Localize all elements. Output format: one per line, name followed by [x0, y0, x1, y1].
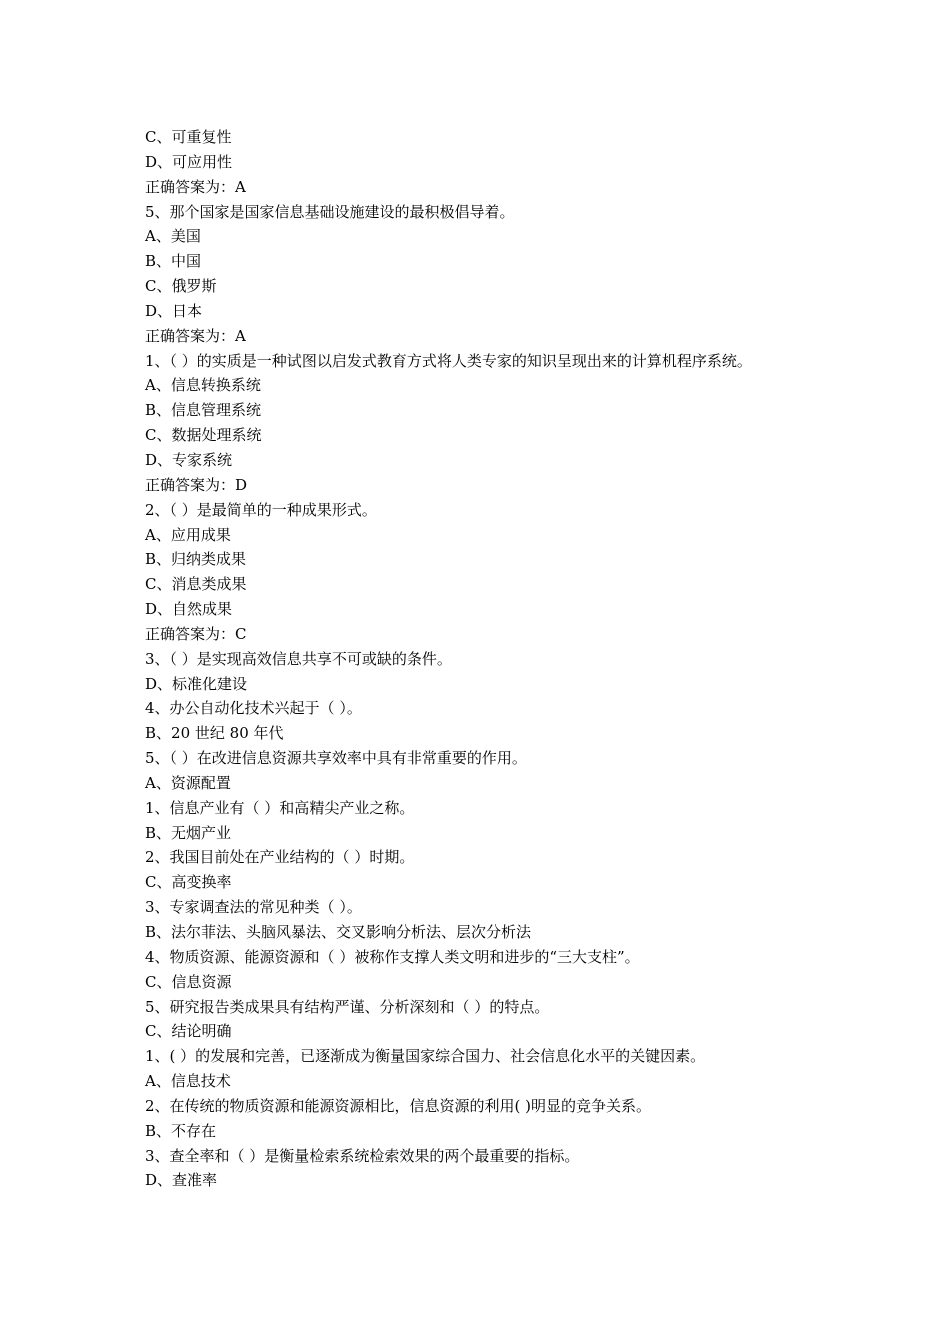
- answer-line: 正确答案为：A: [145, 177, 246, 196]
- option-line: C、结论明确: [145, 1022, 232, 1041]
- option-line: C、高变换率: [145, 873, 232, 892]
- option-line: A、信息技术: [145, 1072, 231, 1091]
- option-line: D、自然成果: [145, 600, 233, 619]
- option-line: B、中国: [145, 252, 202, 271]
- option-line: D、可应用性: [145, 152, 233, 171]
- option-line: B、信息管理系统: [145, 401, 262, 420]
- answer-line: 正确答案为：C: [145, 624, 247, 643]
- option-line: B、无烟产业: [145, 823, 232, 842]
- option-line: D、专家系统: [145, 450, 233, 469]
- question-line: 4、办公自动化技术兴起于（ ）。: [145, 699, 362, 718]
- option-line: A、美国: [145, 227, 201, 246]
- option-line: A、信息转换系统: [145, 376, 261, 395]
- option-line: C、俄罗斯: [145, 277, 217, 296]
- option-line: A、应用成果: [145, 525, 231, 544]
- question-line: 1、( ）的发展和完善，已逐渐成为衡量国家综合国力、社会信息化水平的关键因素。: [145, 1047, 706, 1066]
- option-line: B、不存在: [145, 1121, 217, 1140]
- answer-line: 正确答案为：D: [145, 475, 248, 494]
- option-line: C、可重复性: [145, 128, 232, 146]
- question-line: 1、信息产业有（ ）和高精尖产业之称。: [145, 798, 415, 817]
- option-line: D、查准率: [145, 1171, 218, 1190]
- option-line: A、资源配置: [145, 773, 231, 792]
- question-line: 1、（ ）的实质是一种试图以启发式教育方式将人类专家的知识呈现出来的计算机程序系统。: [145, 351, 752, 370]
- question-line: 5、（ ）在改进信息资源共享效率中具有非常重要的作用。: [145, 749, 527, 768]
- answer-line: 正确答案为：A: [145, 326, 246, 345]
- question-line: 3、（ ）是实现高效信息共享不可或缺的条件。: [145, 649, 452, 668]
- option-line: C、数据处理系统: [145, 426, 262, 445]
- question-line: 3、查全率和（ ）是衡量检索系统检索效果的两个最重要的指标。: [145, 1146, 580, 1165]
- question-line: 5、那个国家是国家信息基础设施建设的最积极倡导着。: [145, 202, 515, 221]
- option-line: C、消息类成果: [145, 575, 247, 594]
- document-body: [145, 125, 815, 1193]
- question-line: 2、我国目前处在产业结构的（ ）时期。: [145, 848, 415, 867]
- option-line: C、信息资源: [145, 972, 232, 991]
- option-line: D、日本: [145, 301, 203, 320]
- option-line: D、标准化建设: [145, 674, 248, 693]
- question-line: 5、研究报告类成果具有结构严谨、分析深刻和（ ）的特点。: [145, 997, 550, 1016]
- option-line: B、法尔菲法、头脑风暴法、交叉影响分析法、层次分析法: [145, 923, 532, 941]
- question-line: 4、物质资源、能源资源和（ ）被称作支撑人类文明和进步的“三大支柱”。: [145, 947, 640, 966]
- option-line: B、归纳类成果: [145, 550, 247, 569]
- question-line: 2、（ ）是最简单的一种成果形式。: [145, 500, 377, 519]
- question-line: 3、专家调查法的常见种类（ ）。: [145, 898, 362, 917]
- question-line: 2、在传统的物质资源和能源资源相比，信息资源的利用( )明显的竞争关系。: [145, 1096, 652, 1115]
- option-line: B、20 世纪 80 年代: [145, 724, 284, 743]
